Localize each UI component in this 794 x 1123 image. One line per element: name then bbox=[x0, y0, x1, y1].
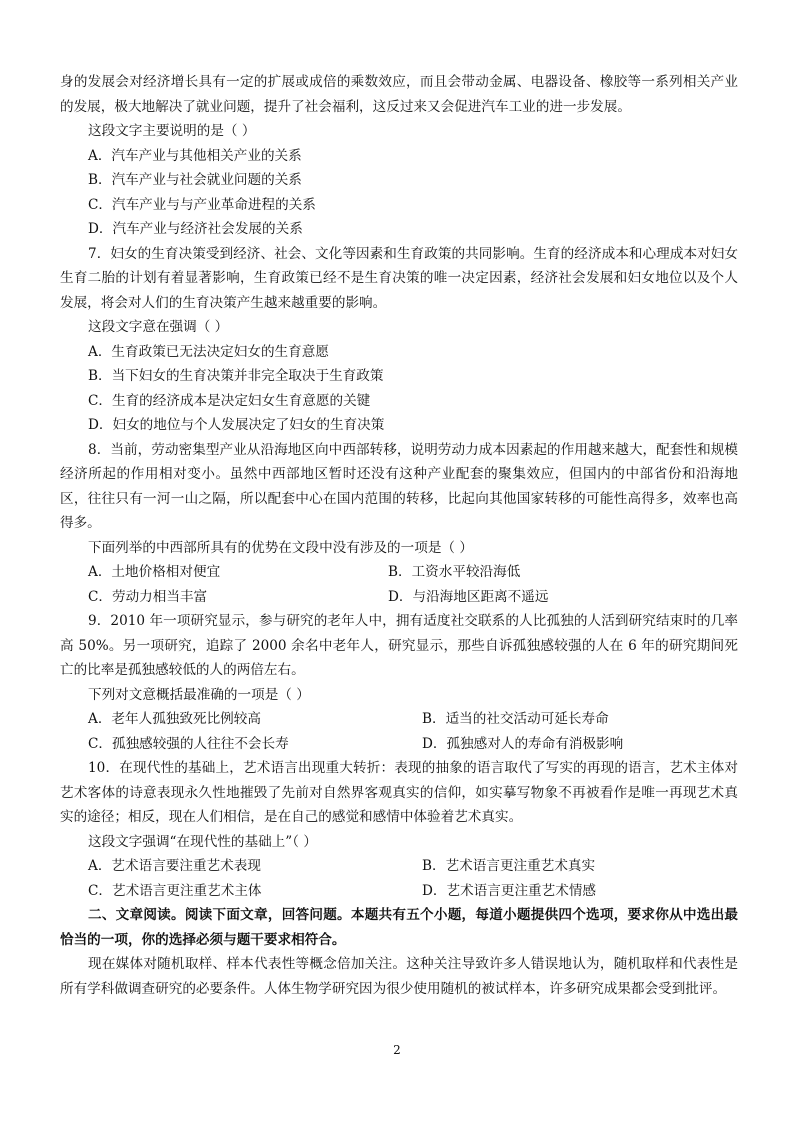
q8-option-c: C．劳动力相当丰富 bbox=[88, 588, 208, 605]
q9-option-a: A．老年人孤独致死比例较高 bbox=[88, 711, 261, 727]
q10-paragraph: 10．在现代性的基础上，艺术语言出现重大转折：表现的抽象的语言取代了写实的再现的语言，艺术主体对艺术客体的诗意表现永久性地摧毁了先前对自然界客观真实的信仰，如实摹写物象不再被看作是唯一再现艺术真实的途径；相反，现在人们相信，是在自己的感觉和感情中体验着艺术真实。 bbox=[60, 760, 738, 825]
q8-question-stem: 下面列举的中西部所具有的优势在文段中没有涉及的一项是（ ） bbox=[88, 539, 473, 556]
q10-option-d: D．艺术语言更注重艺术情感 bbox=[422, 882, 597, 899]
q7-question-stem: 这段文字意在强调（ ） bbox=[88, 319, 229, 335]
page-number: 2 bbox=[393, 1043, 401, 1057]
intro-question-stem: 这段文字主要说明的是（ ） bbox=[88, 123, 256, 139]
q10-option-a: A．艺术语言要注重艺术表现 bbox=[88, 858, 261, 874]
q8-option-row-2 bbox=[60, 585, 738, 610]
intro-option-d: D．汽车产业与经济社会发展的关系 bbox=[88, 221, 303, 237]
q9-option-d: D．孤独感对人的寿命有消极影响 bbox=[422, 735, 624, 752]
q10-option-row-1 bbox=[60, 854, 738, 879]
q9-question-stem: 下列对文意概括最准确的一项是（ ） bbox=[88, 686, 310, 703]
q7-option-c: C．生育的经济成本是决定妇女生育意愿的关键 bbox=[88, 392, 371, 409]
q9-option-c: C．孤独感较强的人往往不会长寿 bbox=[88, 735, 289, 752]
q8-option-a: A．土地价格相对便宜 bbox=[88, 564, 221, 580]
q10-option-row-2 bbox=[60, 879, 738, 904]
q8-option-d: D．与沿海地区距离不遥远 bbox=[388, 588, 549, 605]
intro-option-a: A．汽车产业与其他相关产业的关系 bbox=[88, 147, 302, 164]
intro-option-c: C．汽车产业与与产业革命进程的关系 bbox=[88, 196, 316, 213]
q7-paragraph: 7．妇女的生育决策受到经济、社会、文化等因素和生育政策的共同影响。生育的经济成本和心理成本对妇女生育二胎的计划有着显著影响，生育政策已经不是生育决策的唯一决定因素，经济社会发展和妇女地位以及个人发展，将会对人们的生育决策产生越来越重要的影响。 bbox=[60, 245, 738, 311]
q8-option-b: B．工资水平较沿海低 bbox=[388, 564, 521, 580]
q8-option-row-1 bbox=[60, 560, 738, 585]
q9-paragraph: 9．2010 年一项研究显示，参与研究的老年人中，拥有适度社交联系的人比孤独的人活到研究结束时的几率高 50%。另一项研究，追踪了 2000 余名中老年人，研究显示，那些自诉孤独感较强的人在 6 年的研究期间死亡的比率是孤独感较低的人的两倍左右。 bbox=[60, 613, 738, 678]
section-2-passage: 现在媒体对随机取样、样本代表性等概念倍加关注。这种关注导致许多人错误地认为，随机取样和代表性是所有学科做调查研究的必要条件。人体生物学研究因为很少使用随机的被试样本，许多研究成果都会受到批评。 bbox=[60, 956, 738, 997]
intro-option-b: B．汽车产业与社会就业问题的关系 bbox=[88, 172, 302, 188]
page-content bbox=[60, 70, 738, 1001]
q7-option-b: B．当下妇女的生育决策并非完全取决于生育政策 bbox=[88, 368, 384, 384]
q8-paragraph: 8．当前，劳动密集型产业从沿海地区向中西部转移，说明劳动力成本因素起的作用越来越大，配套性和规模经济所起的作用相对变小。虽然中西部地区暂时还没有这种产业配套的聚集效应，但国内的中部省份和沿海地区，往往只有一河一山之隔，所以配套中心在国内范围的转移，比起向其他国家转移的可能性高得多，效率也高得多。 bbox=[60, 441, 738, 531]
q9-option-b: B．适当的社交活动可延长寿命 bbox=[422, 711, 609, 727]
q7-option-a: A．生育政策已无法决定妇女的生育意愿 bbox=[88, 343, 329, 360]
q9-option-row-2 bbox=[60, 732, 738, 757]
intro-paragraph: 身的发展会对经济增长具有一定的扩展或成倍的乘数效应，而且会带动金属、电器设备、橡胶等一系列相关产业的发展，极大地解决了就业问题，提升了社会福利，这反过来又会促进汽车工业的进一步发展。 bbox=[60, 74, 738, 115]
q10-question-stem: 这段文字强调“在现代性的基础上”（ ） bbox=[88, 833, 317, 850]
q10-option-b: B．艺术语言更注重艺术真实 bbox=[422, 858, 596, 874]
q9-option-row-1 bbox=[60, 707, 738, 732]
q10-option-c: C．艺术语言更注重艺术主体 bbox=[88, 882, 262, 899]
section-2-heading: 二、文章阅读。阅读下面文章，回答问题。本题共有五个小题，每道小题提供四个选项，要求你从中选出最恰当的一项，你的选择必须与题干要求相符合。 bbox=[60, 907, 738, 948]
q7-option-d: D．妇女的地位与个人发展决定了妇女的生育决策 bbox=[88, 417, 385, 433]
